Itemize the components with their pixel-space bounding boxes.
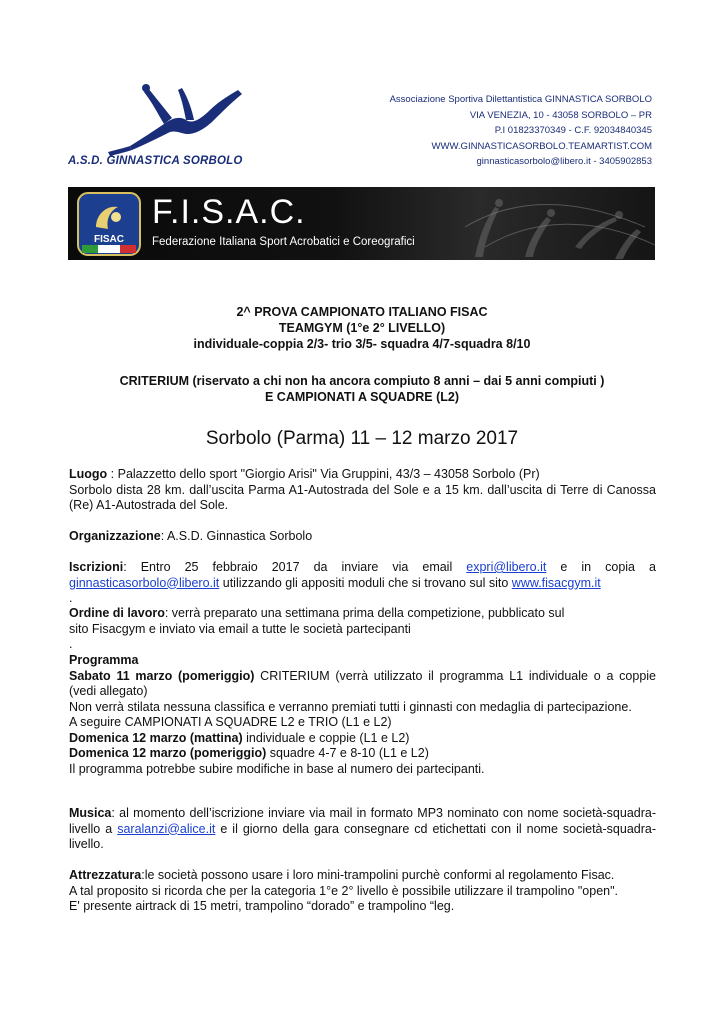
contact-line: Associazione Sportiva Dilettantistica GINNASTICA SORBOLO	[389, 94, 652, 105]
luogo-distance: Sorbolo dista 28 km. dall’uscita Parma A1-Autostrada del Sole e a 15 km. dall’uscita di Terre di Canossa (Re) A1-Autostrada del Sole.	[69, 482, 656, 512]
domenica-pomeriggio-label: Domenica 12 marzo (pomeriggio)	[69, 746, 267, 760]
luogo-label: Luogo	[69, 467, 108, 481]
programma-section	[69, 653, 656, 777]
organizzazione-text: : A.S.D. Ginnastica Sorbolo	[160, 529, 313, 543]
ordine-label: Ordine di lavoro	[69, 606, 165, 620]
gymnast-silhouette-icon	[68, 80, 248, 160]
heading-line-1: 2^ PROVA CAMPIONATO ITALIANO FISAC	[236, 305, 488, 319]
organizzazione-label: Organizzazione	[69, 529, 161, 543]
musica-text-2: e il giorno della gara consegnare cd etichettati con il nome società-squadra-livello.	[69, 821, 657, 851]
site-link-fisacgym[interactable]: www.fisacgym.it	[511, 575, 601, 590]
attrezzatura-text: :le società possono usare i loro mini-trampolini purchè conformi al regolamento Fisac.	[141, 868, 615, 882]
ordine-dot: .	[69, 637, 73, 651]
fisac-banner	[68, 187, 655, 260]
domenica-pomeriggio-text: squadre 4-7 e 8-10 (L1 e L2)	[266, 746, 429, 760]
heading-line-3: individuale-coppia 2/3- trio 3/5- squadra 4/7-squadra 8/10	[193, 337, 531, 351]
email-link-ginnasticasorbolo[interactable]: ginnasticasorbolo@libero.it	[69, 575, 220, 590]
attrezzatura-label: Attrezzatura	[69, 868, 142, 882]
fisac-emblem-icon	[76, 191, 142, 257]
athletes-background-icon	[455, 187, 655, 260]
heading-line-4: CRITERIUM (riservato a chi non ha ancora compiuto 8 anni – dai 5 anni compiuti )	[119, 374, 605, 388]
luogo-section	[69, 467, 656, 514]
attrezzatura-text-2: A tal proposito si ricorda che per la categoria 1°e 2° livello è possibile utilizzare il trampolino "open".	[69, 883, 619, 898]
emblem-text: FISAC	[94, 234, 124, 245]
sabato-label: Sabato 11 marzo (pomeriggio)	[69, 668, 255, 683]
iscrizioni-text: : Entro 25 febbraio 2017 da inviare via email	[123, 560, 467, 574]
programma-line-6: Il programma potrebbe subire modifiche in base al numero dei partecipanti.	[69, 761, 485, 776]
programma-line-3: A seguire CAMPIONATI A SQUADRE L2 e TRIO (L1 e L2)	[69, 715, 392, 729]
attrezzatura-section	[69, 868, 656, 915]
iscrizioni-label: Iscrizioni	[69, 560, 124, 574]
sabato-text: CRITERIUM (verrà utilizzato il programma L1 individuale o a coppie (vedi allegato)	[69, 668, 656, 698]
contact-line: ginnasticasorbolo@libero.it - 3405902853	[476, 156, 652, 167]
musica-text: : al momento dell’iscrizione inviare via mail in formato MP3 nominato con nome società-squadra- livello a	[69, 806, 656, 836]
iscrizioni-section	[69, 560, 656, 591]
luogo-text: : Palazzetto dello sport "Giorgio Arisi" Via Gruppini, 43/3 – 43058 Sorbolo (Pr)	[107, 467, 540, 481]
iscrizioni-text: utilizzando gli appositi moduli che si trovano sul sito	[219, 575, 512, 590]
attrezzatura-text-3: E' presente airtrack di 15 metri, trampolino “dorado” e trampolino “leg.	[69, 899, 455, 913]
iscrizioni-text: e in copia a	[546, 560, 656, 574]
email-link-saralanzi[interactable]: saralanzi@alice.it	[117, 821, 216, 836]
email-link-expri[interactable]: expri@libero.it	[466, 560, 547, 574]
contact-line: P.I 01823370349 - C.F. 92034840345	[494, 125, 652, 136]
event-title: Sorbolo (Parma) 11 – 12 marzo 2017	[205, 428, 519, 449]
iscrizioni-dot: .	[69, 591, 73, 605]
contact-line: WWW.GINNASTICASORBOLO.TEAMARTIST.COM	[431, 140, 652, 152]
heading-line-2: TEAMGYM (1°e 2° LIVELLO)	[278, 321, 446, 335]
contact-block	[390, 92, 652, 170]
ordine-section	[69, 606, 656, 653]
programma-label: Programma	[69, 653, 139, 667]
ordine-text-2: sito Fisacgym e inviato via email a tutte le società partecipanti	[69, 621, 411, 636]
musica-label: Musica	[69, 806, 112, 820]
domenica-mattina-label: Domenica 12 marzo (mattina)	[69, 730, 243, 745]
programma-line-2: Non verrà stilata nessuna classifica e verranno premiati tutti i ginnasti con medaglia di partecipazione.	[69, 699, 632, 714]
heading-line-5: E CAMPIONATI A SQUADRE (L2)	[265, 390, 459, 404]
organizzazione-section	[69, 529, 656, 545]
ordine-text: : verrà preparato una settimana prima della competizione, pubblicato sul	[164, 606, 565, 620]
club-name: A.S.D. GINNASTICA SORBOLO	[68, 155, 243, 167]
domenica-mattina-text: individuale e coppie (L1 e L2)	[242, 730, 410, 745]
banner-title: F.I.S.A.C.	[152, 193, 306, 231]
contact-line: VIA VENEZIA, 10 - 43058 SORBOLO – PR	[469, 109, 652, 121]
banner-subtitle: Federazione Italiana Sport Acrobatici e Coreografici	[152, 236, 415, 248]
musica-section	[69, 806, 656, 853]
